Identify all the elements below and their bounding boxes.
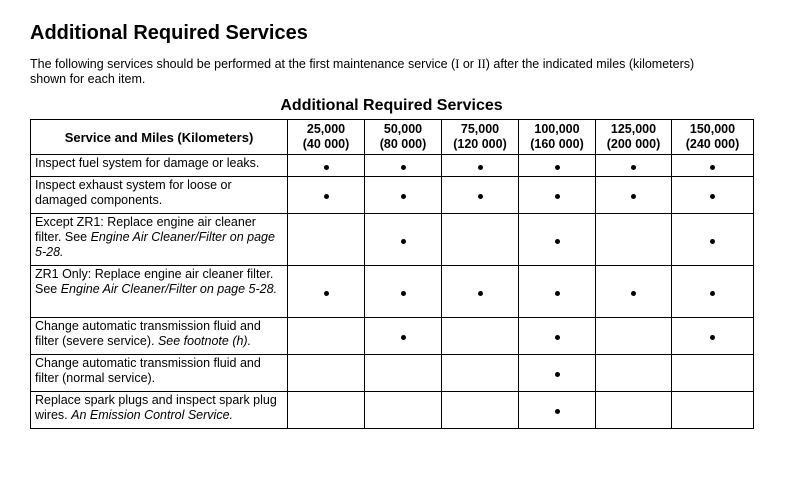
service-interval-dot (631, 165, 636, 170)
interval-cell (288, 177, 365, 214)
service-text: ZR1 Only: Replace engine air cleaner filter. See (35, 267, 274, 296)
interval-cell (519, 177, 596, 214)
interval-cell (288, 266, 365, 318)
service-text: Replace spark plugs and inspect spark plug wires. (35, 393, 277, 422)
interval-cell (442, 155, 519, 177)
service-interval-dot (478, 165, 483, 170)
interval-cell (519, 266, 596, 318)
service-interval-dot (478, 291, 483, 296)
interval-km: (120 000) (453, 137, 507, 151)
service-text: Change automatic transmission fluid and filter (normal service). (35, 356, 261, 385)
interval-cell (365, 155, 442, 177)
interval-cell (288, 355, 365, 392)
interval-cell (596, 177, 672, 214)
interval-miles: 150,000 (689, 122, 736, 136)
service-interval-dot (555, 372, 560, 377)
interval-cell (365, 392, 442, 429)
service-interval-dot (401, 239, 406, 244)
header-service-label: Service and Miles (Kilometers) (31, 120, 288, 155)
intro-text-or: or (459, 57, 478, 71)
service-interval-dot (555, 291, 560, 296)
table-row (31, 177, 754, 214)
service-reference: Engine Air Cleaner/Filter on page 5-28. (60, 282, 278, 296)
interval-miles: 50,000 (383, 122, 423, 136)
interval-km: (200 000) (606, 137, 661, 151)
interval-cell (596, 155, 672, 177)
service-text: Inspect exhaust system for loose or damaged components. (35, 178, 232, 207)
page-heading: Additional Required Services (30, 22, 308, 44)
service-interval-dot (555, 409, 560, 414)
service-description (31, 155, 288, 177)
table-row (31, 355, 754, 392)
interval-cell (596, 214, 672, 266)
service-reference: See footnote (h). (157, 334, 252, 348)
service-interval-dot (555, 194, 560, 199)
interval-cell (596, 266, 672, 318)
interval-km: (80 000) (379, 137, 427, 151)
interval-miles: 125,000 (610, 122, 657, 136)
header-interval-75000 (442, 120, 519, 155)
interval-cell (519, 155, 596, 177)
interval-km: (240 000) (685, 137, 740, 151)
service-interval-dot (555, 239, 560, 244)
header-interval-100000 (519, 120, 596, 155)
intro-text-1: The following services should be performed at the first maintenance service ( (30, 57, 456, 71)
service-interval-dot (555, 335, 560, 340)
service-interval-dot (710, 291, 715, 296)
interval-cell (288, 214, 365, 266)
service-description (31, 177, 288, 214)
services-table (30, 119, 754, 429)
interval-miles: 75,000 (460, 122, 500, 136)
interval-cell (596, 355, 672, 392)
service-interval-dot (710, 165, 715, 170)
interval-cell (672, 177, 754, 214)
intro-text-2: ) after the indicated miles (kilometers) shown for each item. (30, 57, 695, 86)
interval-cell (365, 266, 442, 318)
interval-cell (596, 392, 672, 429)
interval-cell (519, 214, 596, 266)
interval-cell (442, 266, 519, 318)
table-row (31, 392, 754, 429)
interval-cell (672, 266, 754, 318)
table-row (31, 155, 754, 177)
interval-km: (40 000) (302, 137, 350, 151)
interval-cell (672, 318, 754, 355)
service-text: Inspect fuel system for damage or leaks. (35, 156, 260, 170)
service-interval-dot (631, 194, 636, 199)
interval-cell (442, 318, 519, 355)
service-description (31, 214, 288, 266)
interval-cell (672, 155, 754, 177)
interval-cell (288, 318, 365, 355)
interval-cell (442, 355, 519, 392)
interval-cell (519, 355, 596, 392)
interval-cell (365, 318, 442, 355)
interval-cell (519, 392, 596, 429)
service-reference: An Emission Control Service. (71, 408, 233, 422)
service-interval-dot (478, 194, 483, 199)
interval-km: (160 000) (530, 137, 584, 151)
service-description (31, 355, 288, 392)
service-interval-dot (710, 239, 715, 244)
service-interval-dot (401, 165, 406, 170)
interval-miles: 100,000 (534, 122, 580, 136)
table-row (31, 266, 754, 318)
interval-cell (442, 214, 519, 266)
interval-cell (288, 155, 365, 177)
service-interval-dot (401, 335, 406, 340)
interval-cell (365, 214, 442, 266)
service-interval-dot (555, 165, 560, 170)
service-description (31, 392, 288, 429)
table-title: Additional Required Services (280, 97, 503, 114)
intro-paragraph (30, 57, 730, 87)
intro-roman-2: II (477, 57, 486, 71)
interval-miles: 25,000 (306, 122, 346, 136)
table-row (31, 214, 754, 266)
service-text: Except ZR1: Replace engine air cleaner filter. See (35, 215, 256, 244)
header-interval-50000 (365, 120, 442, 155)
interval-cell (288, 392, 365, 429)
interval-cell (672, 392, 754, 429)
service-interval-dot (631, 291, 636, 296)
interval-cell (442, 392, 519, 429)
header-row (31, 120, 754, 155)
header-interval-125000 (596, 120, 672, 155)
service-interval-dot (324, 194, 329, 199)
interval-cell (442, 177, 519, 214)
service-text: Change automatic transmission fluid and filter (severe service). (35, 319, 261, 348)
service-description (31, 266, 288, 318)
interval-cell (672, 355, 754, 392)
service-interval-dot (401, 291, 406, 296)
service-interval-dot (710, 194, 715, 199)
service-reference: Engine Air Cleaner/Filter on page 5-28. (35, 230, 275, 259)
interval-cell (672, 214, 754, 266)
header-interval-150000 (672, 120, 754, 155)
service-description (31, 318, 288, 355)
service-interval-dot (401, 194, 406, 199)
service-interval-dot (324, 291, 329, 296)
service-interval-dot (324, 165, 329, 170)
interval-cell (365, 177, 442, 214)
service-interval-dot (710, 335, 715, 340)
interval-cell (596, 318, 672, 355)
interval-cell (365, 355, 442, 392)
header-interval-25000 (288, 120, 365, 155)
interval-cell (519, 318, 596, 355)
intro-roman-1: I (455, 57, 460, 71)
table-row (31, 318, 754, 355)
